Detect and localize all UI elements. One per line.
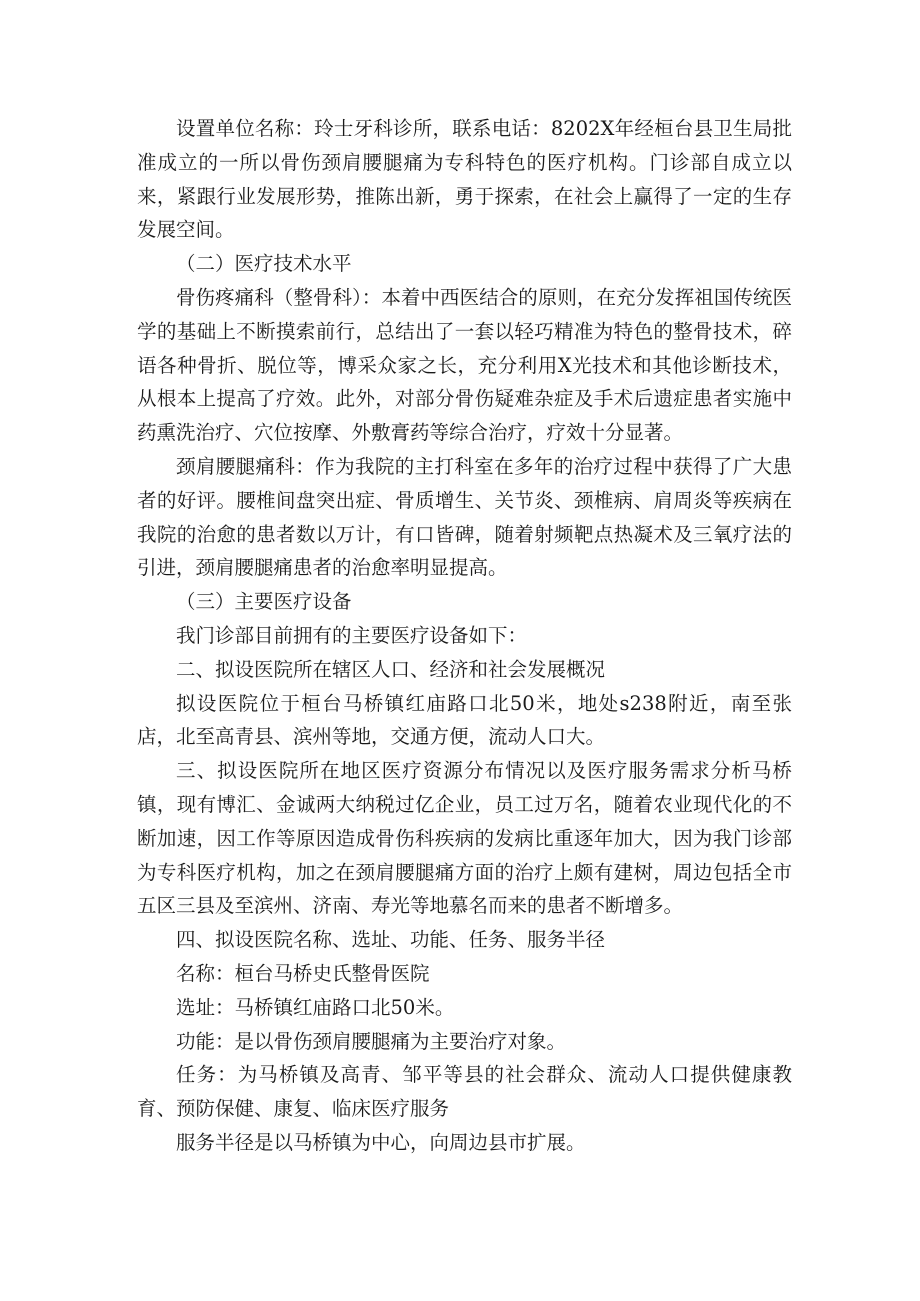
paragraph-hospital-name: 名称：桓台马桥史氏整骨医院	[176, 961, 430, 985]
paragraph-service-radius: 服务半径是以马桥镇为中心，向周边县市扩展。	[176, 1130, 586, 1154]
paragraph-location: 拟设医院位于桓台马桥镇红庙路口北50米，地处s238附近，南至张店，北至高青县、滨州等地，交通方便，流动人口大。	[137, 691, 792, 749]
paragraph-equipment-intro: 我门诊部目前拥有的主要医疗设备如下：	[176, 623, 528, 647]
paragraph-hospital-tasks: 任务：为马桥镇及高青、邹平等县的社会群众、流动人口提供健康教育、预防保健、康复、临床医疗服务	[137, 1063, 792, 1121]
paragraph-orthopedics: 骨伤疼痛科（整骨科）：本着中西医结合的原则，在充分发挥祖国传统医学的基础上不断摸索前行，总结出了一套以轻巧精准为特色的整骨技术，碎语各种骨折、脱位等，博采众家之长，充分利用X光技术和其他诊断技术，从根本上提高了疗效。此外，对部分骨伤疑难杂症及手术后遗症患者实施中药熏洗治疗、穴位按摩、外敷膏药等综合治疗，疗效十分显著。	[137, 285, 792, 445]
heading-medical-technology: （二）医疗技术水平	[176, 252, 352, 276]
paragraph-hospital-site: 选址：马桥镇红庙路口北50米。	[176, 995, 455, 1019]
paragraph-resource-analysis: 三、拟设医院所在地区医疗资源分布情况以及医疗服务需求分析马桥镇，现有博汇、金诚两大纳税过亿企业，员工过万名，随着农业现代化的不断加速，因工作等原因造成骨伤科疾病的发病比重逐年加大，因为我门诊部为专科医疗机构，加之在颈肩腰腿痛方面的治疗上颇有建树，周边包括全市五区三县及至滨州、济南、寿光等地慕名而来的患者不断增多。	[137, 759, 792, 918]
heading-medical-equipment: （三）主要医疗设备	[176, 590, 352, 614]
section-heading-hospital-info: 四、拟设医院名称、选址、功能、任务、服务半径	[176, 928, 606, 952]
paragraph-neck-back-pain: 颈肩腰腿痛科：作为我院的主打科室在多年的治疗过程中获得了广大患者的好评。腰椎间盘突出症、骨质增生、关节炎、颈椎病、肩周炎等疾病在我院的治愈的患者数以万计，有口皆碑，随着射频靶点热凝术及三氧疗法的引进，颈肩腰腿痛患者的治愈率明显提高。	[137, 454, 792, 580]
paragraph-hospital-function: 功能：是以骨伤颈肩腰腿痛为主要治疗对象。	[176, 1029, 567, 1053]
section-heading-population: 二、拟设医院所在辖区人口、经济和社会发展概况	[176, 657, 606, 681]
document-body	[137, 112, 792, 1160]
paragraph-clinic-intro: 设置单位名称：玲士牙科诊所，联系电话：8202X年经桓台县卫生局批准成立的一所以骨伤颈肩腰腿痛为专科特色的医疗机构。门诊部自成立以来，紧跟行业发展形势，推陈出新，勇于探索，在社会上赢得了一定的生存发展空间。	[137, 117, 792, 242]
